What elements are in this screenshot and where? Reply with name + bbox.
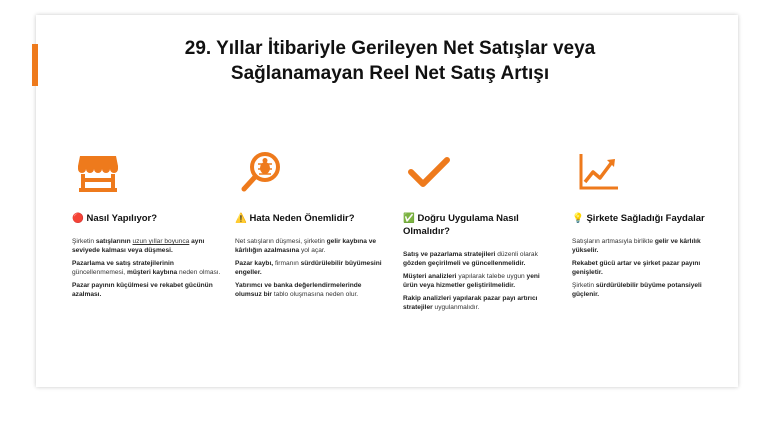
column-heading: 🔴 Nasıl Yapılıyor? (72, 213, 158, 224)
column-body: Şirketin satışlarının uzun yıllar boyunca aynı seviyede kalması veya düşmesi. Pazarlama ve satış stratejilerinin güncellenmemesi, müşteri kaybına neden olması. Pazar payının küçülmesi ve rekabet gücünün azalması. (72, 238, 221, 298)
column-how-it-is-done (72, 150, 222, 305)
accent-bar (32, 44, 38, 86)
column-benefits (572, 150, 722, 305)
column-body: Satışların artmasıyla birlikte gelir ve kârlılık yükselir. Rekabet gücü artar ve şirket pazar payını genişletir. Şirketin sürdürülebilir büyüme potansiyeli güçlenir. (572, 238, 702, 298)
title-line-2: Sağlanamayan Reel Net Satış Artışı (230, 63, 550, 84)
magnifier-bug-icon (239, 150, 283, 194)
column-why-important (235, 150, 385, 305)
column-body: Satış ve pazarlama stratejileri düzenli olarak gözden geçirilmeli ve güncellenmelidir. Müşteri analizleri yapılarak talebe uygun yeni ürün veya hizmetler geliştirilmelidir. Rakip analizleri yapılarak pazar payı artırıcı stratejiler uygulanmalıdır. (403, 251, 540, 311)
column-body: Net satışların düşmesi, şirketin gelir kaybına ve kârlılığın azalmasına yol açar. Pazar kaybı, firmanın sürdürülebilir büyümesini engeller. Yatırımcı ve banka değerlendirmelerinde olumsuz bir tablo oluşmasına neden olur. (235, 238, 382, 298)
column-correct-practice (403, 150, 553, 318)
column-heading: ✅ Doğru Uygulama Nasıl Olmalıdır? (403, 213, 519, 237)
title-line-1: 29. Yıllar İtibariyle Gerileyen Net Satışlar veya (184, 38, 596, 59)
column-heading: 💡 Şirkete Sağladığı Faydalar (572, 213, 705, 224)
growth-chart-icon (576, 150, 620, 194)
column-heading: ⚠️ Hata Neden Önemlidir? (235, 213, 355, 224)
checkmark-icon (407, 150, 451, 194)
slide-title (110, 36, 670, 86)
storefront-icon (76, 150, 120, 194)
